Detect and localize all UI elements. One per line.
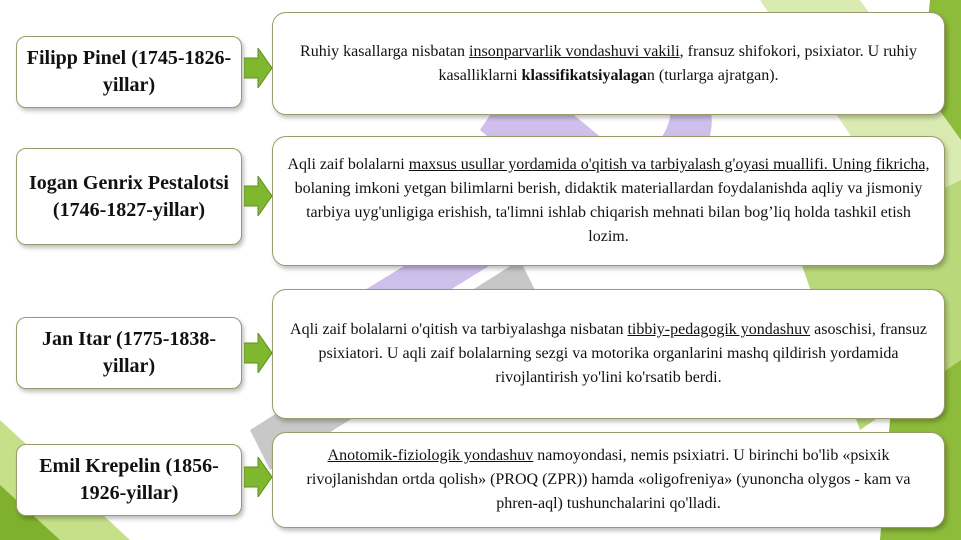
person-name: Emil Krepelin (1856-1926-yillar): [39, 455, 219, 504]
underlined-text: insonparvarlik vondashuvi vakili,: [469, 42, 684, 60]
name-box-pestalotsi: [16, 148, 242, 245]
text-part: asoschisi, fransuz psixiatori. U aqli zaif bolalarning sezgi va motorika organlarini mashq qildirish yordamida rivojlantirish yo'lini ko'rsatib berdi.: [318, 321, 927, 386]
arrow-right-icon: [244, 333, 272, 373]
person-name: Iogan Genrix Pestalotsi (1746-1827-yillar): [29, 171, 229, 221]
description-text: [287, 444, 930, 516]
text-part: Aqli zaif bolalarni: [287, 156, 409, 173]
name-box-itar: [16, 317, 242, 389]
text-part: Aqli zaif bolalarni o'qitish va tarbiyalashga nisbatan: [290, 321, 628, 338]
text-part: n (turlarga ajratgan).: [646, 66, 779, 84]
underlined-text: maxsus usullar yordamida o'qitish va tarbiyalash g'oyasi muallifi. Uning fikricha,: [408, 156, 930, 173]
name-box-krepelin: [16, 444, 242, 516]
description-text: [287, 153, 930, 249]
text-part: Ruhiy kasallarga nisbatan: [300, 42, 470, 60]
description-text: [287, 318, 930, 390]
person-name: Jan Itar (1775-1838-yillar): [41, 328, 217, 377]
arrow-right-icon: [244, 457, 272, 497]
desc-box-pinel: [272, 12, 945, 115]
underlined-text: Anotomik-fiziologik yondashuv: [327, 447, 534, 464]
description-text: [287, 40, 930, 88]
text-part: namoyondasi, nemis psixiatri. U birinchi bo'lib «psixik rivojlanishdan ortda qolish» (PROQ (ZPR)) hamda «oligofreniya» (yunoncha olygos - kam va phren-aql) tushunchalarini qo'lladi.: [306, 447, 911, 512]
arrow-right-icon: [244, 176, 272, 216]
underlined-text: tibbiy-pedagogik yondashuv: [627, 321, 811, 338]
arrow-right-icon: [244, 48, 272, 88]
desc-box-itar: [272, 289, 945, 419]
person-name: Filipp Pinel (1745-1826-yillar): [26, 47, 232, 96]
text-part: fransuz shifokori, psixiator. U ruhiy kasalliklarni: [438, 42, 917, 84]
bold-text: klassifikatsiyalaga: [521, 66, 647, 84]
desc-box-krepelin: [272, 432, 945, 528]
name-box-pinel: [16, 36, 242, 108]
text-part: bolaning imkoni yetgan bilimlarni berish, didaktik materiallardan foydalanishda aqliy va jismoniy tarbiya uyg'unligiga erishish, ta'limni ishlab chiqarish mehnati bilan bog’liq holda tashkil etish lozim.: [294, 180, 923, 245]
desc-box-pestalotsi: [272, 136, 945, 266]
